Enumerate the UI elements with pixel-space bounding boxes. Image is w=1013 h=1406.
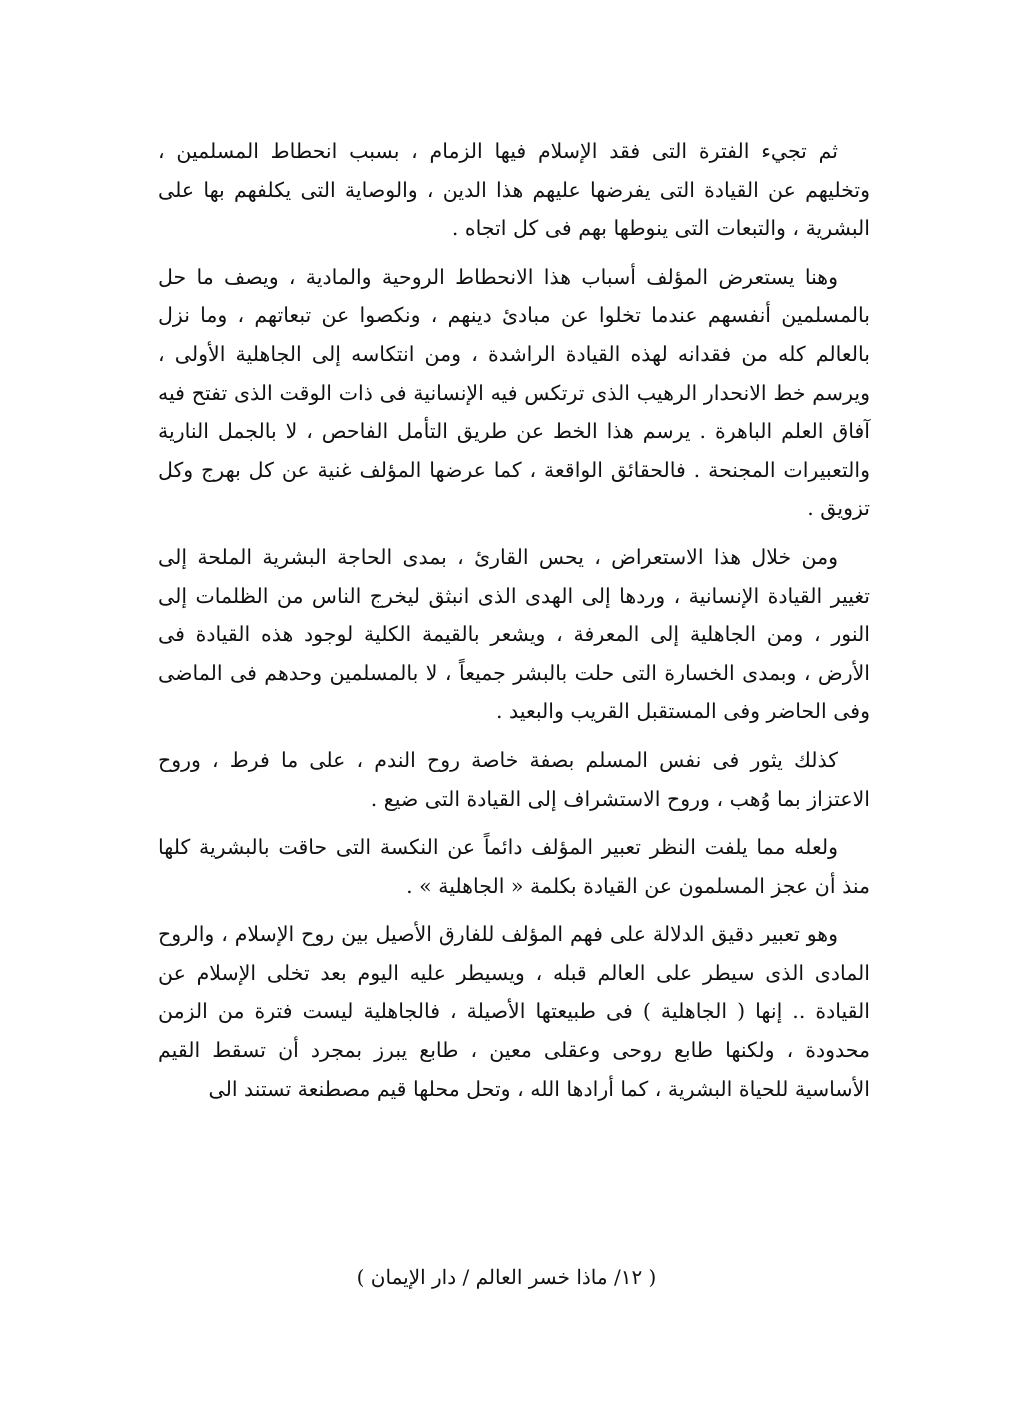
page-footer: ( ١٢/ ماذا خسر العالم / دار الإيمان ) — [356, 1265, 657, 1289]
paragraph-1: ثم تجيء الفترة التى فقد الإسلام فيها الزمام ، بسبب انحطاط المسلمين ، وتخليهم عن القيادة التى يفرضها عليهم هذا الدين ، والوصاية التى يكلفهم بها على البشرية ، والتبعات التى ينوطها بهم فى كل اتجاه . — [158, 139, 870, 241]
body-text — [158, 132, 870, 1118]
paragraph-4: كذلك يثور فى نفس المسلم بصفة خاصة روح الندم ، على ما فرط ، وروح الاعتزاز بما وُهب ، وروح الاستشراف إلى القيادة التى ضيع . — [158, 747, 870, 811]
paragraph-5: ولعله مما يلفت النظر تعبير المؤلف دائماً عن النكسة التى حاقت بالبشرية كلها منذ أن عجز المسلمون عن القيادة بكلمة « الجاهلية » . — [158, 835, 870, 898]
paragraph-3: ومن خلال هذا الاستعراض ، يحس القارئ ، بمدى الحاجة البشرية الملحة إلى تغيير القيادة الإنسانية ، وردها إلى الهدى الذى انبثق ليخرج الناس من الظلمات إلى النور ، ومن الجاهلية إلى المعرفة ، ويشعر بالقيمة الكلية لوجود هذه القيادة فى الأرض ، وبمدى الخسارة التى حلت بالبشر جميعاً ، لا بالمسلمين وحدهم فى الماضى وفى الحاضر وفى المستقبل القريب والبعيد . — [158, 544, 870, 724]
paragraph-6: وهو تعبير دقيق الدلالة على فهم المؤلف للفارق الأصيل بين روح الإسلام ، والروح المادى الذى سيطر على العالم قبله ، ويسيطر عليه اليوم بعد تخلى الإسلام عن القيادة .. إنها ( الجاهلية ) فى طبيعتها الأصيلة ، فالجاهلية ليست فترة من الزمن محدودة ، ولكنها طابع روحى وعقلى معين ، طابع يبرز بمجرد أن تسقط القيم الأساسية للحياة البشرية ، كما أرادها الله ، وتحل محلها قيم مصطنعة تستند الى — [158, 922, 870, 1101]
paragraph-2: وهنا يستعرض المؤلف أسباب هذا الانحطاط الروحية والمادية ، ويصف ما حل بالمسلمين أنفسهم عندما تخلوا عن مبادئ دينهم ، ونكصوا عن تبعاتهم ، وما نزل بالعالم كله من فقدانه لهذه القيادة الراشدة ، ومن انتكاسه إلى الجاهلية الأولى ، ويرسم خط الانحدار الرهيب الذى ترتكس فيه الإنسانية فى ذات الوقت الذى تفتح فيه آفاق العلم الباهرة . يرسم هذا الخط عن طريق التأمل الفاحص ، لا بالجمل النارية والتعبيرات المجنحة . فالحقائق الواقعة ، كما عرضها المؤلف غنية عن كل بهرج وكل تزويق . — [158, 264, 870, 521]
